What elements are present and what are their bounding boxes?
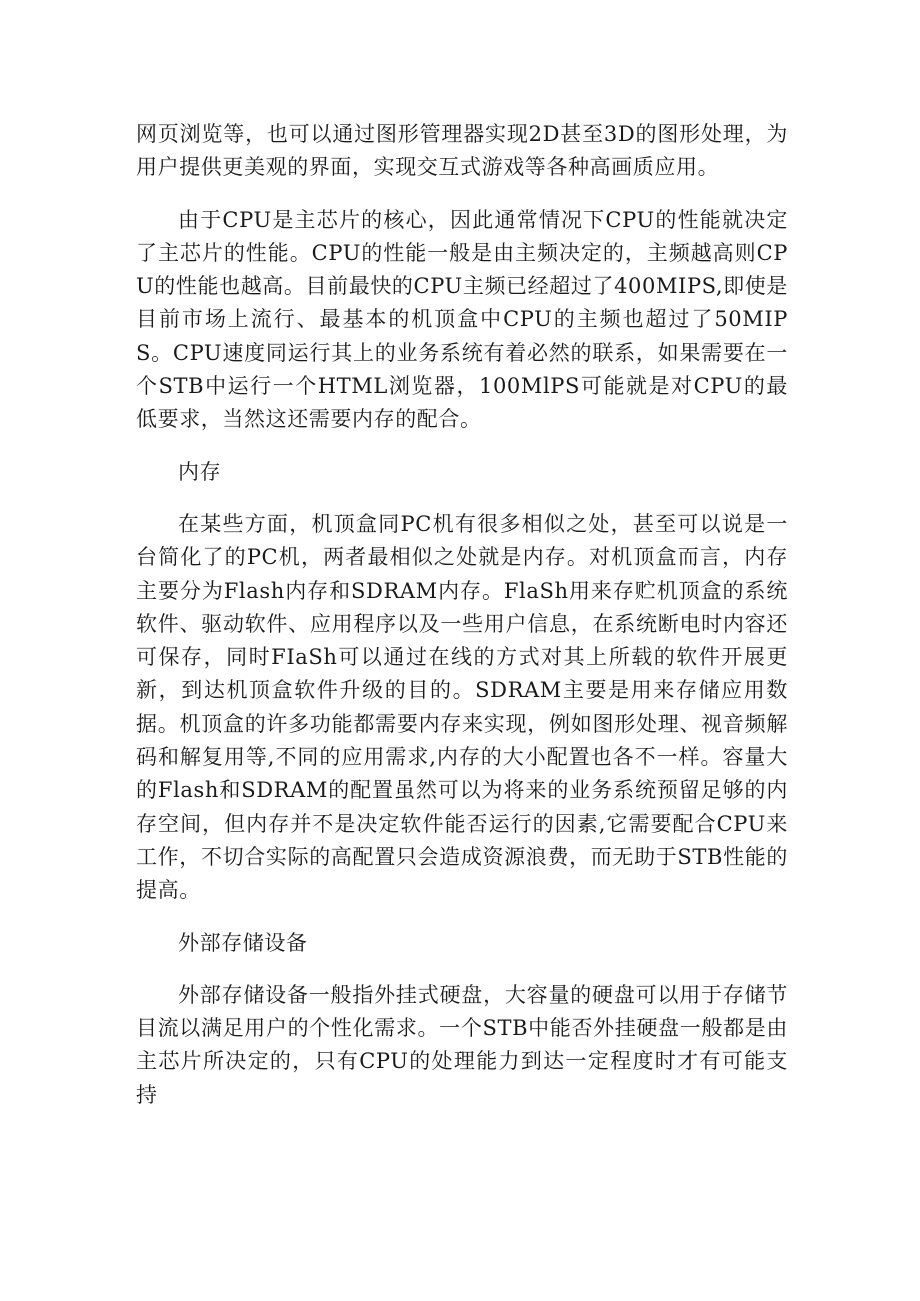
paragraph-memory: 在某些方面，机顶盒同PC机有很多相似之处，甚至可以说是一台简化了的PC机，两者最相似之处就是内存。对机顶盒而言，内存主要分为Flash内存和SDRAM内存。FlaSh用来存贮机顶盒的系统软件、驱动软件、应用程序以及一些用户信息，在系统断电时内容还可保存，同时FIaSh可以通过在线的方式对其上所载的软件开展更新，到达机顶盒软件升级的目的。SDRAM主要是用来存储应用数据。机顶盒的许多功能都需要内存来实现，例如图形处理、视音频解码和解复用等,不同的应用需求,内存的大小配置也各不一样。容量大的Flash和SDRAM的配置虽然可以为将来的业务系统预留足够的内存空间，但内存并不是决定软件能否运行的因素,它需要配合CPU来工作，不切合实际的高配置只会造成资源浪费，而无助于STB性能的提高。 xyxy=(136,511,788,903)
paragraph-cpu-performance: 由于CPU是主芯片的核心，因此通常情况下CPU的性能就决定了主芯片的性能。CPU的性能一般是由主频决定的，主频越高则CPU的性能也越高。目前最快的CPU主频已经超过了400MIPS,即使是目前市场上流行、最基本的机顶盒中CPU的主频也超过了50MIPS。CPU速度同运行其上的业务系统有着必然的联系，如果需要在一个STB中运行一个HTML浏览器，100MlPS可能就是对CPU的最低要求，当然这还需要内存的配合。 xyxy=(136,207,788,432)
paragraph-continuation: 网页浏览等，也可以通过图形管理器实现2D甚至3D的图形处理，为用户提供更美观的界面，实现交互式游戏等各种高画质应用。 xyxy=(136,122,788,180)
section-heading-external-storage: 外部存储设备 xyxy=(178,930,308,955)
document-body xyxy=(136,118,788,1131)
section-heading-memory: 内存 xyxy=(178,459,222,484)
paragraph-external-storage: 外部存储设备一般指外挂式硬盘，大容量的硬盘可以用于存储节目流以满足用户的个性化需求。一个STB中能否外挂硬盘一般都是由主芯片所决定的，只有CPU的处理能力到达一定程度时才有可能支持 xyxy=(136,982,788,1107)
